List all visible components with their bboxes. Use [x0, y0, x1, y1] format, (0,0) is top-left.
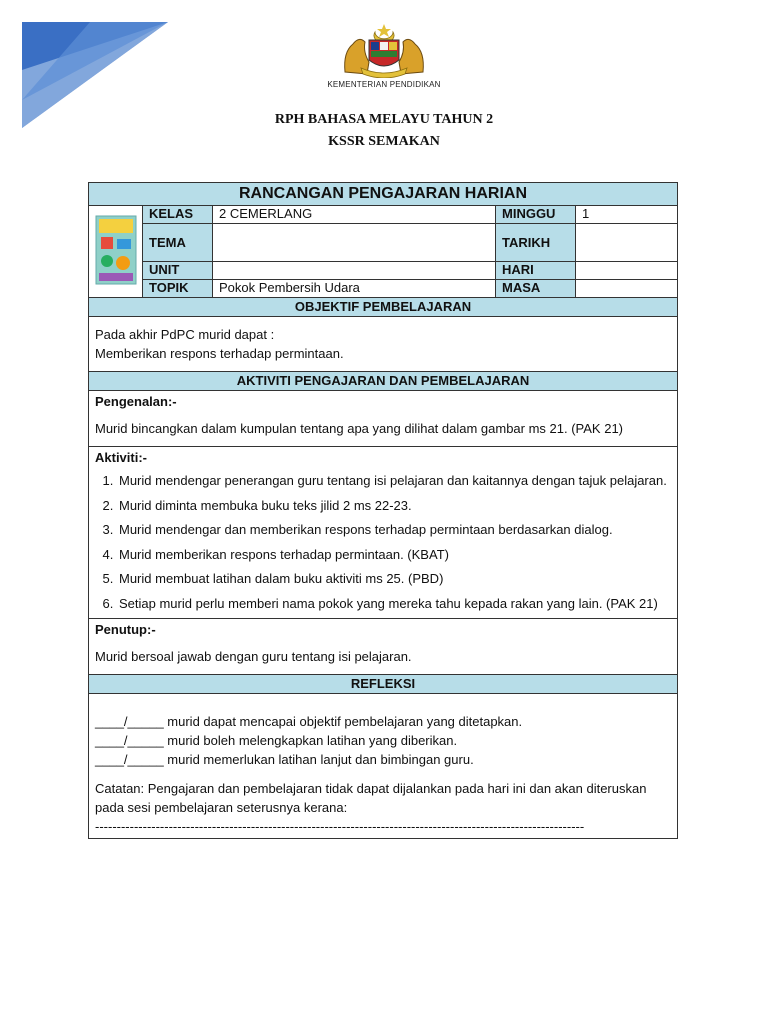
refleksi-line-3: ____/_____ murid memerlukan latihan lanjut dan bimbingan guru.: [95, 752, 474, 767]
aktiviti-heading: Aktiviti:-: [95, 450, 147, 465]
form-title: RANCANGAN PENGAJARAN HARIAN: [89, 183, 678, 206]
ministry-crest: [318, 22, 450, 94]
list-item: 1. Murid mendengar penerangan guru tentang isi pelajaran dan kaitannya dengan tajuk pelajaran.: [117, 469, 671, 494]
document-title: RPH BAHASA MELAYU TAHUN 2: [274, 112, 494, 127]
topik-value[interactable]: Pokok Pembersih Udara: [213, 280, 496, 298]
refleksi-line-2: ____/_____ murid boleh melengkapkan latihan yang diberikan.: [95, 733, 458, 748]
kelas-label: KELAS: [143, 206, 213, 224]
document-subtitle: KSSR SEMAKAN: [328, 134, 440, 149]
refleksi-line-1: ____/_____ murid dapat mencapai objektif pembelajaran yang ditetapkan.: [95, 714, 523, 729]
activity-list: [95, 469, 671, 616]
penutup-text: Murid bersoal jawab dengan guru tentang isi pelajaran.: [95, 649, 412, 664]
catatan-text: Catatan: Pengajaran dan pembelajaran tidak dapat dijalankan pada hari ini dan akan diteruskan pada sesi pembelajaran seterusnya kerana:: [95, 781, 647, 815]
masa-value[interactable]: [576, 280, 678, 298]
topik-label: TOPIK: [143, 280, 213, 298]
list-item: 5. Murid membuat latihan dalam buku aktiviti ms 25. (PBD): [117, 567, 671, 592]
pengenalan-heading: Pengenalan:-: [95, 394, 177, 409]
textbook-cover: [89, 206, 143, 298]
catatan-dashes: -----------------------------------------------------------------------------------------------------------------: [95, 819, 585, 834]
textbook-cover-icon: [95, 215, 137, 285]
list-item: 3. Murid mendengar dan memberikan respons terhadap permintaan berdasarkan dialog.: [117, 518, 671, 543]
aktiviti-title: AKTIVITI PENGAJARAN DAN PEMBELAJARAN: [89, 372, 678, 391]
masa-label: MASA: [496, 280, 576, 298]
refleksi-title: REFLEKSI: [89, 675, 678, 694]
tarikh-value[interactable]: [576, 224, 678, 262]
tema-value[interactable]: [213, 224, 496, 262]
minggu-label: MINGGU: [496, 206, 576, 224]
list-item: 2. Murid diminta membuka buku teks jilid 2 ms 22-23.: [117, 494, 671, 519]
hari-label: HARI: [496, 262, 576, 280]
pengenalan-text: Murid bincangkan dalam kumpulan tentang apa yang dilihat dalam gambar ms 21. (PAK 21): [95, 421, 624, 436]
objektif-intro: Pada akhir PdPC murid dapat :: [95, 327, 275, 342]
minggu-value[interactable]: 1: [576, 206, 678, 224]
hari-value[interactable]: [576, 262, 678, 280]
objektif-title: OBJEKTIF PEMBELAJARAN: [89, 298, 678, 317]
refleksi-section: [89, 694, 678, 839]
tema-label: TEMA: [143, 224, 213, 262]
coat-of-arms-icon: [339, 22, 429, 78]
kelas-value[interactable]: 2 CEMERLANG: [213, 206, 496, 224]
list-item: 4. Murid memberikan respons terhadap permintaan. (KBAT): [117, 543, 671, 568]
penutup-heading: Penutup:-: [95, 622, 156, 637]
objektif-statement: Memberikan respons terhadap permintaan.: [95, 346, 344, 361]
ministry-name: KEMENTERIAN PENDIDIKAN: [327, 80, 441, 89]
tarikh-label: TARIKH: [496, 224, 576, 262]
unit-label: UNIT: [143, 262, 213, 280]
lesson-plan-table: [88, 182, 678, 839]
list-item: 6. Setiap murid perlu memberi nama pokok yang mereka tahu kepada rakan yang lain. (PAK 21): [117, 592, 671, 617]
objektif-section: [89, 317, 678, 372]
unit-value[interactable]: [213, 262, 496, 280]
penutup-section: [89, 619, 678, 675]
aktiviti-section: [89, 447, 678, 619]
pengenalan-section: [89, 391, 678, 447]
